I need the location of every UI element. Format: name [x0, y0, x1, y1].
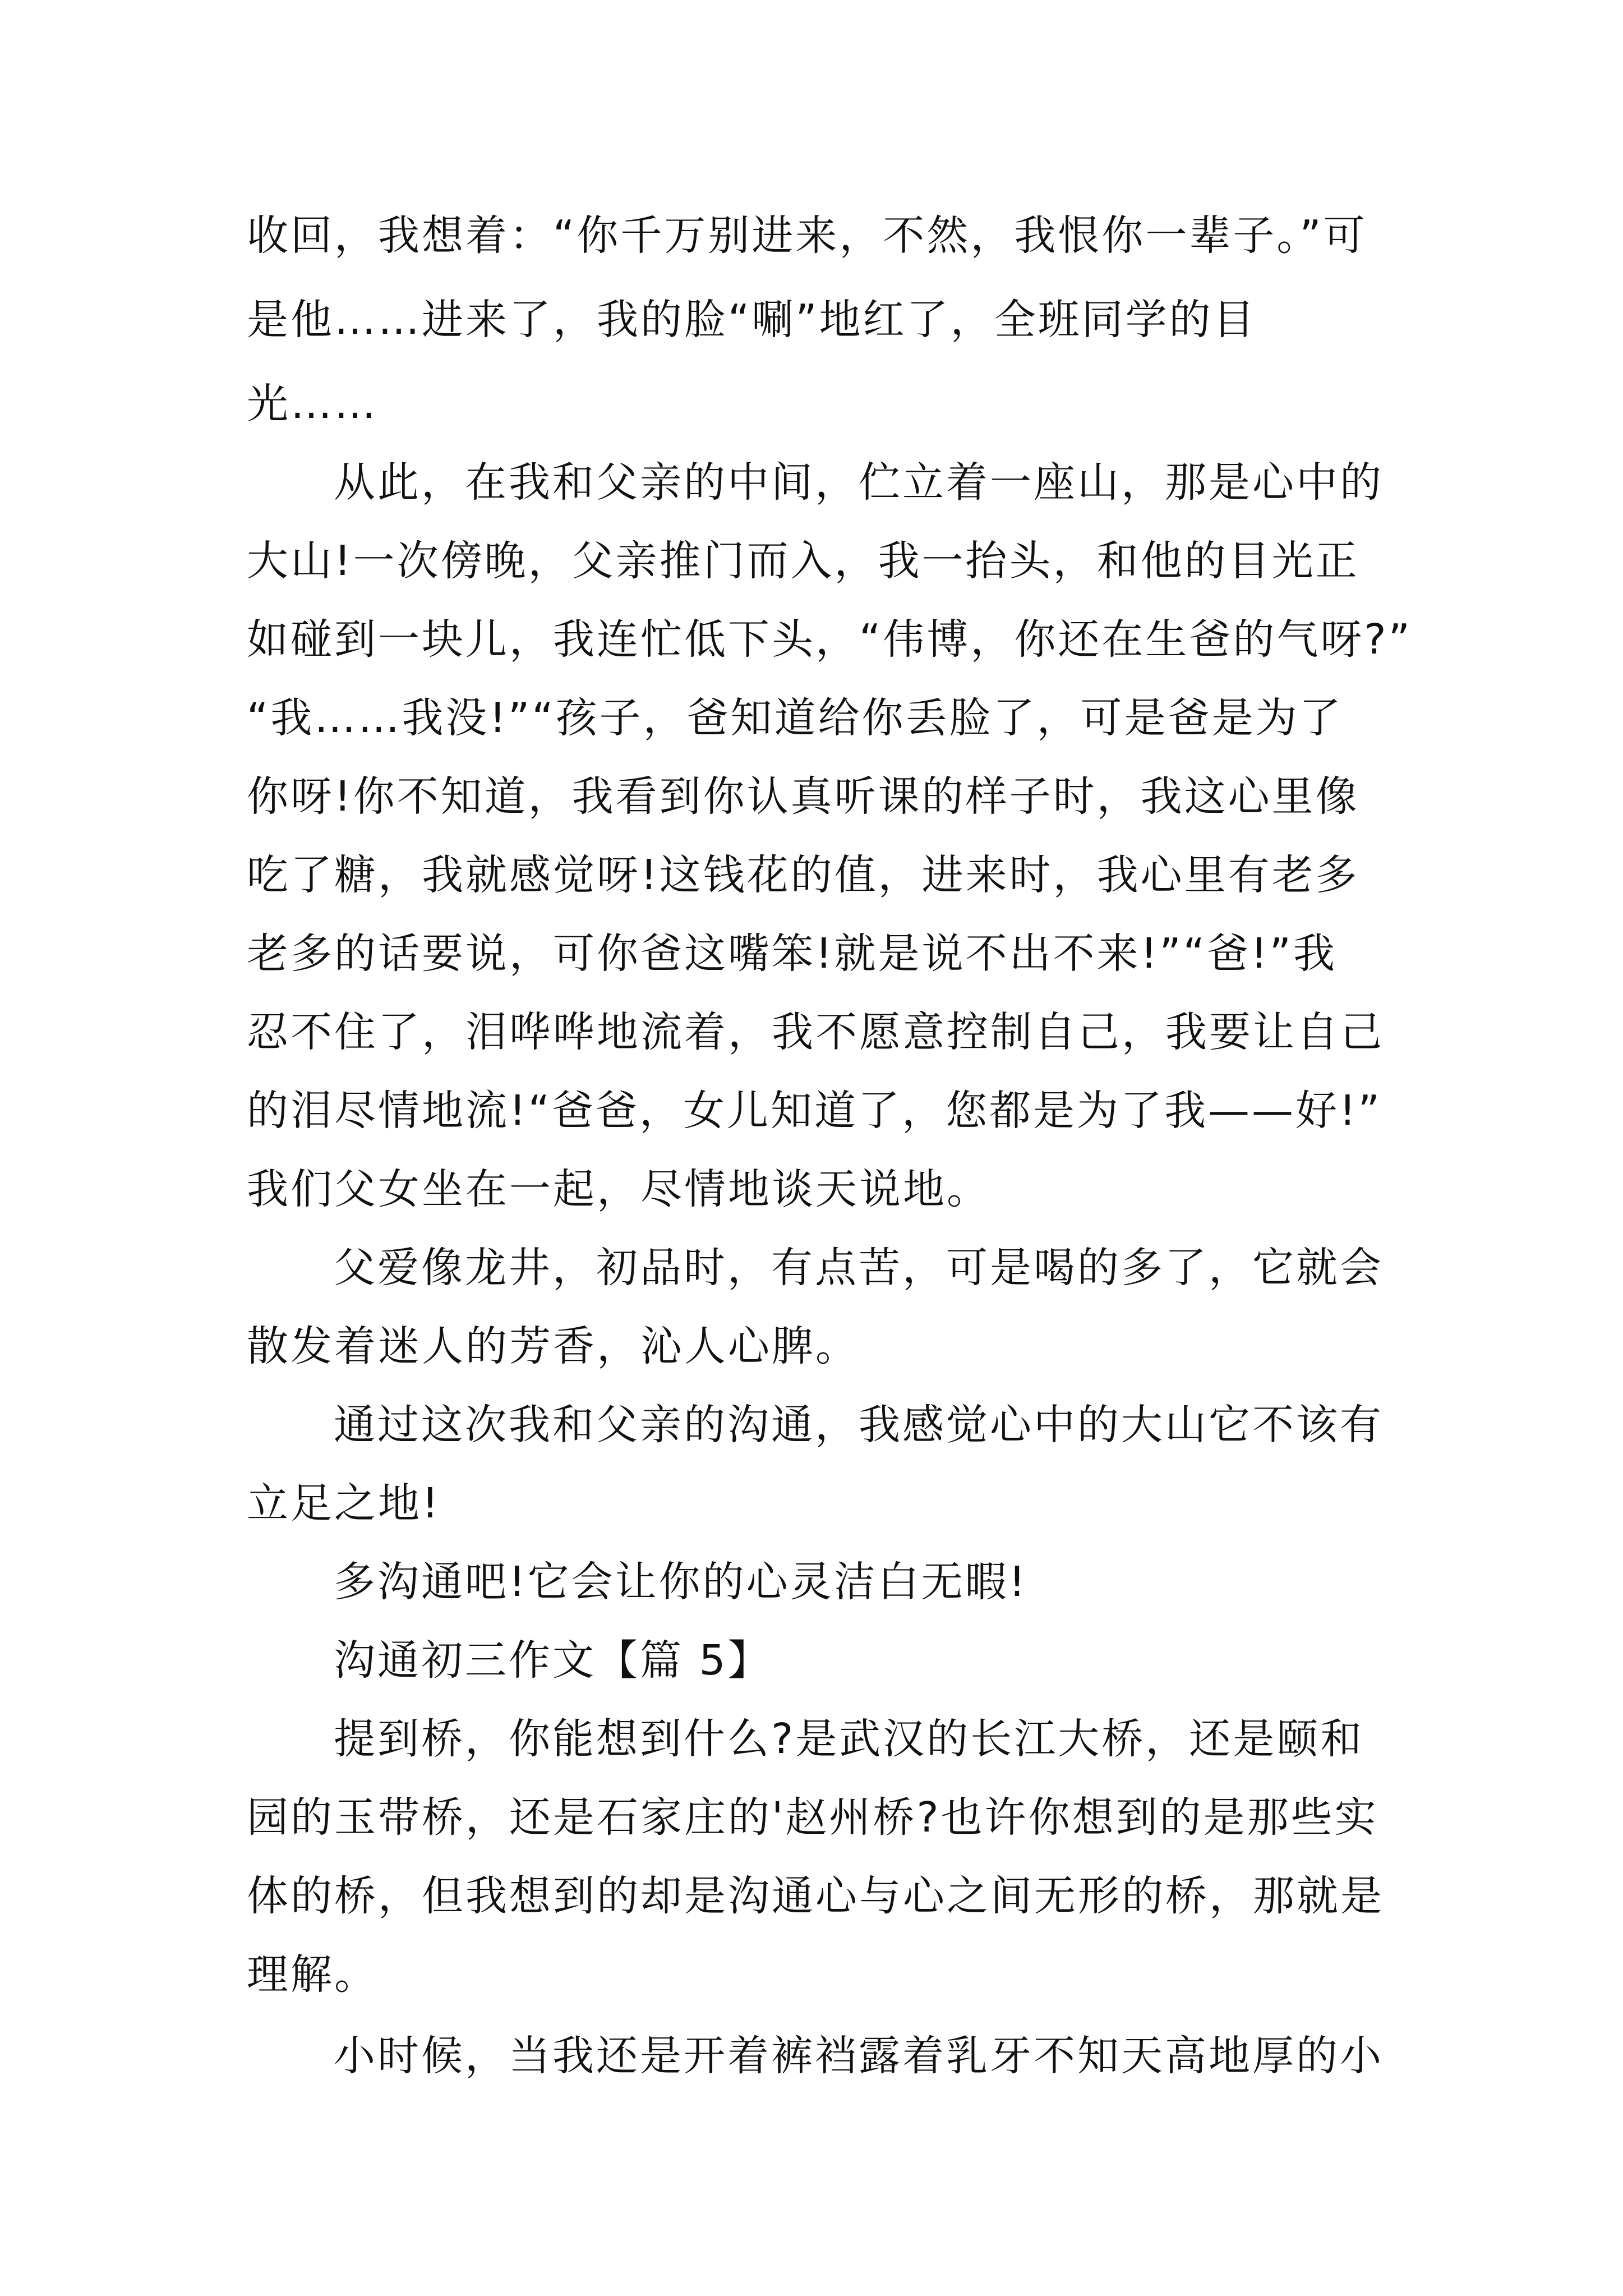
text-line: 吃了糖，我就感觉呀!这钱花的值，进来时，我心里有老多 — [247, 851, 1359, 899]
paragraph-first-line: 多沟通吧!它会让你的心灵洁白无暇! — [334, 1558, 1028, 1606]
text-line: 我们父女坐在一起，尽情地谈天说地。 — [247, 1165, 990, 1213]
text-line: 光…… — [247, 380, 378, 428]
text-line: 如碰到一块儿，我连忙低下头，“伟博，你还在生爸的气呀?” — [247, 615, 1412, 664]
text-line: 忍不住了，泪哗哗地流着，我不愿意控制自己，我要让自己 — [247, 1008, 1384, 1056]
text-line: 的泪尽情地流!“爸爸，女儿知道了，您都是为了我——好!” — [247, 1087, 1382, 1135]
text-line: 是他……进来了，我的脸“唰”地红了，全班同学的目 — [247, 296, 1257, 344]
text-line: 你呀!你不知道，我看到你认真听课的样子时，我这心里像 — [247, 772, 1359, 821]
text-line: 收回，我想着：“你千万别进来，不然，我恨你一辈子。”可 — [247, 211, 1367, 260]
text-line: 理解。 — [247, 1950, 378, 1999]
paragraph-first-line: 提到桥，你能想到什么?是武汉的长江大桥，还是颐和 — [334, 1715, 1364, 1763]
text-line: “我……我没!”“孩子，爸知道给你丢脸了，可是爸是为了 — [247, 694, 1343, 742]
text-line: 散发着迷人的芳香，沁人心脾。 — [247, 1322, 859, 1370]
paragraph-first-line: 从此，在我和父亲的中间，伫立着一座山，那是心中的 — [334, 458, 1384, 507]
text-line: 立足之地! — [247, 1479, 441, 1527]
text-line: 园的玉带桥，还是石家庄的'赵州桥?也许你想到的是那些实 — [247, 1793, 1378, 1842]
text-line: 大山!一次傍晚，父亲推门而入，我一抬头，和他的目光正 — [247, 537, 1359, 585]
paragraph-first-line: 通过这次我和父亲的沟通，我感觉心中的大山它不该有 — [334, 1401, 1384, 1449]
text-line: 老多的话要说，可你爸这嘴笨!就是说不出不来!”“爸!”我 — [247, 930, 1338, 978]
section-heading: 沟通初三作文【篇 5】 — [334, 1636, 772, 1685]
paragraph-first-line: 父爱像龙井，初品时，有点苦，可是喝的多了，它就会 — [334, 1244, 1384, 1292]
text-line: 体的桥，但我想到的却是沟通心与心之间无形的桥，那就是 — [247, 1872, 1384, 1920]
paragraph-first-line: 小时候，当我还是开着裤裆露着乳牙不知天高地厚的小 — [334, 2032, 1384, 2080]
